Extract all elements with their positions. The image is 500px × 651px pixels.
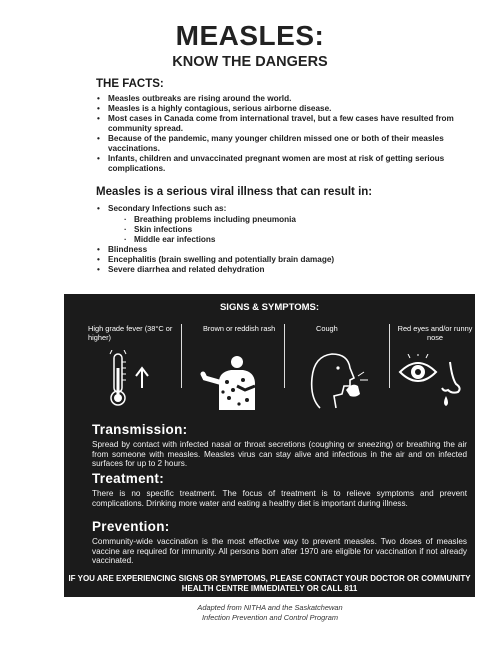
symptom-cough xyxy=(290,324,386,412)
symptom-label: Cough xyxy=(316,324,338,333)
rash-icon xyxy=(199,356,271,412)
prevention-text: Community-wide vaccination is the most effective way to prevent measles. Two doses of measles vaccine are required for immunity. All persons born after 1970 are eligible for vaccination if not already vaccinated. xyxy=(92,537,467,566)
list-item: · Breathing problems including pneumonia xyxy=(124,215,468,225)
page-subtitle: KNOW THE DANGERS xyxy=(172,54,328,70)
secondary-infections-label: Secondary Infections such as: xyxy=(108,204,227,213)
symptom-label: Brown or reddish rash xyxy=(203,324,276,333)
list-item: • Blindness xyxy=(96,245,468,255)
symptom-rash xyxy=(191,324,281,412)
list-item: • Measles outbreaks are rising around the world. xyxy=(96,94,468,104)
thermometer-icon xyxy=(108,350,156,410)
contact-warning: IF YOU ARE EXPERIENCING SIGNS OR SYMPTOMS, PLEASE CONTACT YOUR DOCTOR OR COMMUNITY HEALTH CENTRE IMMEDIATELY OR CALL 811 xyxy=(68,574,471,593)
list-item: • Most cases in Canada come from international travel, but a few cases have resulted from community spread. xyxy=(96,114,468,134)
credit-text: Adapted from NITHA and the Saskatchewan Infection Prevention and Control Program xyxy=(197,603,343,622)
symptom-eyes-nose xyxy=(390,324,475,412)
treatment-heading: Treatment: xyxy=(92,471,165,486)
transmission-heading: Transmission: xyxy=(92,422,188,437)
illness-heading: Measles is a serious viral illness that can result in: xyxy=(96,186,373,198)
list-item: • Severe diarrhea and related dehydration xyxy=(96,265,468,275)
signs-heading: SIGNS & SYMPTOMS: xyxy=(219,302,320,313)
list-item: • Measles is a highly contagious, serious airborne disease. xyxy=(96,104,468,114)
list-item: • Infants, children and unvaccinated pregnant women are most at risk of getting serious complications. xyxy=(96,154,468,174)
symptom-label: Red eyes and/or runny nose xyxy=(397,324,473,342)
info-panel xyxy=(64,294,475,597)
transmission-text: Spread by contact with infected nasal or throat secretions (coughing or sneezing) or breathing the air from someone with measles. Measles virus can stay alive and infectious in the air and on infected surfaces for up to 2 hours. xyxy=(92,440,467,469)
list-item: • Because of the pandemic, many younger children missed one or both of their measles vaccinations. xyxy=(96,134,468,154)
facts-heading: THE FACTS: xyxy=(96,78,164,90)
list-item: · Middle ear infections xyxy=(124,235,468,245)
illness-list xyxy=(96,204,468,275)
divider xyxy=(284,324,285,388)
source-credit xyxy=(20,603,500,623)
list-item xyxy=(96,204,468,245)
treatment-text: There is no specific treatment. The focus of treatment is to relieve symptoms and prevent complications. Drinking more water and eating a healthy diet is important during illness. xyxy=(92,489,467,508)
symptom-fever xyxy=(82,324,178,412)
prevention-heading: Prevention: xyxy=(92,519,170,534)
cough-icon xyxy=(302,346,372,410)
eye-nose-icon xyxy=(396,354,472,410)
page-title: MEASLES: xyxy=(175,20,325,51)
list-item: · Skin infections xyxy=(124,225,468,235)
facts-list xyxy=(96,94,468,174)
symptom-label: High grade fever (38°C or higher) xyxy=(88,324,173,342)
secondary-infections-list xyxy=(108,215,468,245)
list-item: • Encephalitis (brain swelling and potentially brain damage) xyxy=(96,255,468,265)
divider xyxy=(181,324,182,388)
